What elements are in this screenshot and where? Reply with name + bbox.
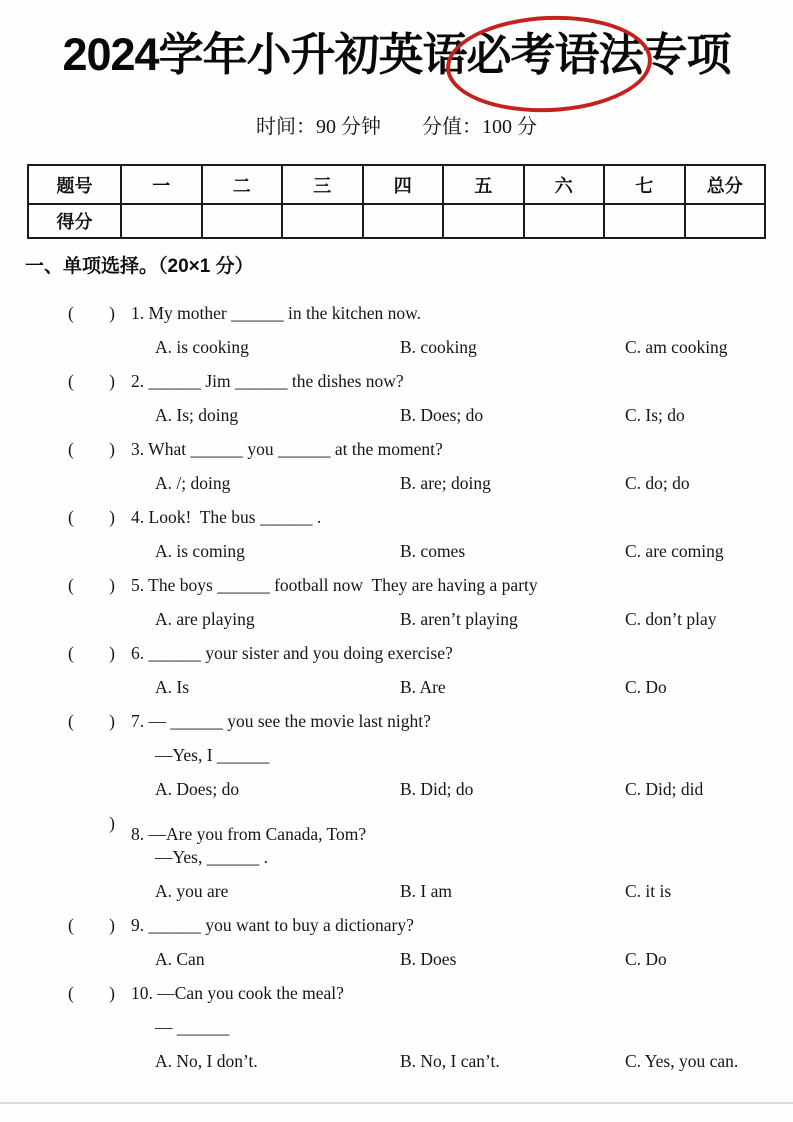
question-item xyxy=(68,364,783,432)
option-b: B. aren’t playing xyxy=(400,609,518,629)
option-c: C. Do xyxy=(625,949,667,969)
question-item xyxy=(68,704,783,806)
option-a: A. Is; doing xyxy=(155,405,239,425)
paren-open: ( xyxy=(68,983,74,1003)
paren-close: ) xyxy=(109,439,115,459)
paren-close: ) xyxy=(109,371,115,391)
answer-paren xyxy=(68,500,115,534)
bottom-divider xyxy=(0,1102,793,1104)
paren-open: ( xyxy=(68,303,74,323)
score-cell-total xyxy=(685,204,766,238)
question-first-line xyxy=(68,704,783,738)
score-info: 分值：100 分 xyxy=(422,116,537,138)
question-first-line xyxy=(68,976,783,1010)
option-b: B. No, I can’t. xyxy=(400,1051,500,1071)
score-table-col-4: 四 xyxy=(363,165,444,204)
option-c: C. it is xyxy=(625,881,672,901)
question-first-line xyxy=(68,432,783,466)
score-cell-3 xyxy=(282,204,363,238)
paren-open: ( xyxy=(68,439,74,459)
paren-open: ( xyxy=(68,575,74,595)
option-a: A. Does; do xyxy=(155,779,240,799)
score-table xyxy=(27,164,766,239)
paren-open: ( xyxy=(68,643,74,663)
option-a: A. you are xyxy=(155,881,229,901)
paren-close: ) xyxy=(109,711,115,731)
options-row xyxy=(68,942,783,976)
options-row xyxy=(68,466,783,500)
questions-list xyxy=(68,296,783,1078)
question-text: 4. Look! The bus ______ . xyxy=(131,507,322,527)
answer-paren xyxy=(68,908,115,942)
option-c: C. do; do xyxy=(625,473,690,493)
score-cell-5 xyxy=(443,204,524,238)
option-c: C. Is; do xyxy=(625,405,685,425)
question-first-line xyxy=(68,296,783,330)
score-table-col-total: 总分 xyxy=(685,165,766,204)
options-row xyxy=(68,330,783,364)
score-cell-4 xyxy=(363,204,444,238)
question-item xyxy=(68,296,783,364)
question-item xyxy=(68,636,783,704)
question-first-line xyxy=(68,364,783,398)
score-cell-1 xyxy=(121,204,202,238)
paren-close: ) xyxy=(109,983,115,1003)
paren-open: ( xyxy=(68,371,74,391)
score-cell-2 xyxy=(202,204,283,238)
option-c: C. don’t play xyxy=(625,609,717,629)
option-b: B. Are xyxy=(400,677,446,697)
options-row xyxy=(68,1044,783,1078)
question-text: 2. ______ Jim ______ the dishes now? xyxy=(131,371,404,391)
paren-close: ) xyxy=(109,643,115,663)
question-text: 3. What ______ you ______ at the moment? xyxy=(131,439,443,459)
score-cell-6 xyxy=(524,204,605,238)
option-b: B. I am xyxy=(400,881,453,901)
paren-close: ) xyxy=(109,575,115,595)
answer-paren xyxy=(68,296,115,330)
question-continuation-line: — ______ xyxy=(155,1017,230,1037)
question-item xyxy=(68,432,783,500)
question-continuation-line: —Yes, ______ . xyxy=(155,847,268,867)
option-a: A. /; doing xyxy=(155,473,231,493)
score-table-col-2: 二 xyxy=(202,165,283,204)
paren-close: ) xyxy=(109,813,115,833)
paren-open: ( xyxy=(68,507,74,527)
option-a: A. Can xyxy=(155,949,205,969)
question-item xyxy=(68,976,783,1078)
question-first-line xyxy=(68,500,783,534)
question-text: 6. ______ your sister and you doing exercise? xyxy=(131,643,453,663)
answer-paren xyxy=(68,806,115,840)
option-b: B. Does; do xyxy=(400,405,484,425)
question-text: 7. — ______ you see the movie last night? xyxy=(131,711,431,731)
options-row xyxy=(68,874,783,908)
paren-close: ) xyxy=(109,303,115,323)
score-table-col-5: 五 xyxy=(443,165,524,204)
option-a: A. Is xyxy=(155,677,190,697)
time-info: 时间：90 分钟 xyxy=(256,116,381,138)
question-item xyxy=(68,806,783,908)
question-item xyxy=(68,908,783,976)
answer-paren xyxy=(68,704,115,738)
option-c: C. am cooking xyxy=(625,337,728,357)
score-table-header-row xyxy=(28,165,765,204)
option-c: C. Do xyxy=(625,677,667,697)
question-text: 9. ______ you want to buy a dictionary? xyxy=(131,915,414,935)
option-b: B. Does xyxy=(400,949,457,969)
answer-paren xyxy=(68,364,115,398)
score-label: 得分 xyxy=(28,204,121,238)
answer-paren xyxy=(68,432,115,466)
option-c: C. are coming xyxy=(625,541,724,561)
option-c: C. Did; did xyxy=(625,779,704,799)
paper-meta xyxy=(0,113,793,141)
paren-close: ) xyxy=(109,915,115,935)
option-a: A. are playing xyxy=(155,609,255,629)
question-text: 8. —Are you from Canada, Tom? xyxy=(131,824,367,844)
options-row xyxy=(68,670,783,704)
options-row xyxy=(68,772,783,806)
paren-open: ( xyxy=(68,711,74,731)
paren-close: ) xyxy=(109,507,115,527)
score-table-col-3: 三 xyxy=(282,165,363,204)
answer-paren xyxy=(68,636,115,670)
options-row xyxy=(68,602,783,636)
question-item xyxy=(68,500,783,568)
option-c: C. Yes, you can. xyxy=(625,1051,739,1071)
score-table-col-6: 六 xyxy=(524,165,605,204)
options-row xyxy=(68,534,783,568)
answer-paren xyxy=(68,976,115,1010)
score-table-col-1: 一 xyxy=(121,165,202,204)
option-a: A. is coming xyxy=(155,541,245,561)
score-cell-7 xyxy=(604,204,685,238)
question-first-line xyxy=(68,568,783,602)
score-table-score-row xyxy=(28,204,765,238)
option-a: A. is cooking xyxy=(155,337,249,357)
question-first-line xyxy=(68,806,783,844)
paren-open: ( xyxy=(68,915,74,935)
question-text: 1. My mother ______ in the kitchen now. xyxy=(131,303,422,323)
options-row xyxy=(68,398,783,432)
option-b: B. comes xyxy=(400,541,466,561)
question-first-line xyxy=(68,636,783,670)
question-text: 5. The boys ______ football now They are having a party xyxy=(131,575,538,595)
question-text: 10. —Can you cook the meal? xyxy=(131,983,344,1003)
question-continuation-line: —Yes, I ______ xyxy=(155,745,270,765)
question-first-line xyxy=(68,908,783,942)
section-heading: 一、单项选择。（20×1 分） xyxy=(25,256,254,277)
score-table-col-7: 七 xyxy=(604,165,685,204)
paper-title: 2024学年小升初英语必考语法专项 xyxy=(62,29,731,80)
option-b: B. cooking xyxy=(400,337,477,357)
option-b: B. are; doing xyxy=(400,473,491,493)
option-b: B. Did; do xyxy=(400,779,474,799)
answer-paren xyxy=(68,568,115,602)
option-a: A. No, I don’t. xyxy=(155,1051,258,1071)
question-number-label: 题号 xyxy=(28,165,121,204)
question-item xyxy=(68,568,783,636)
